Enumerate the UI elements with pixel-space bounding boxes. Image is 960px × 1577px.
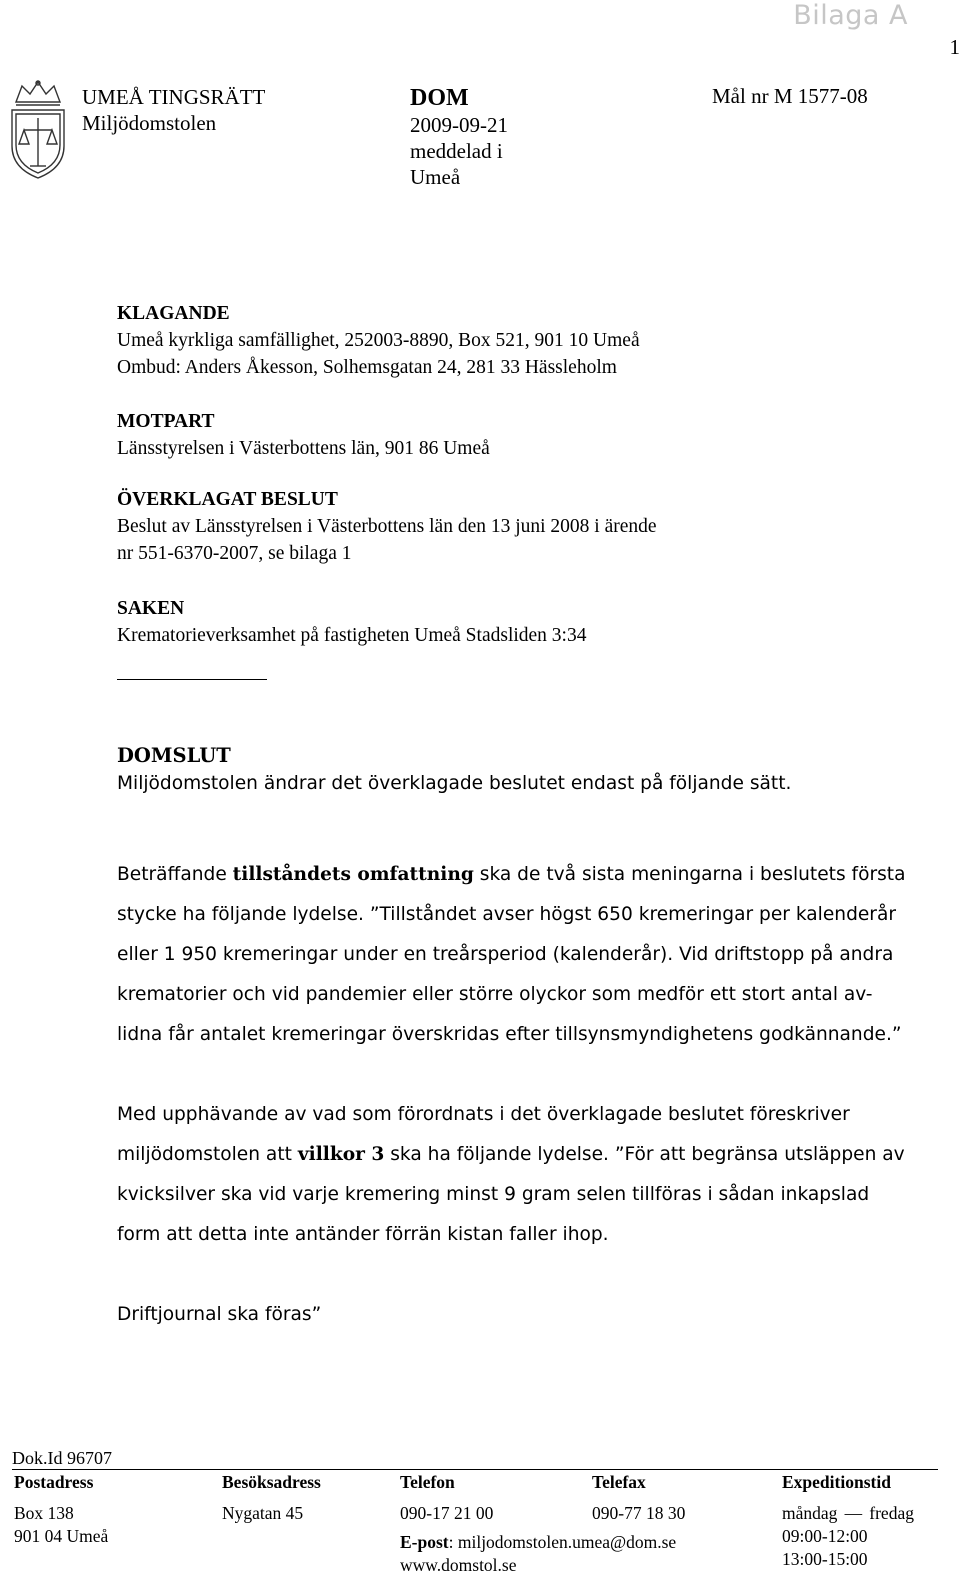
matter-section bbox=[117, 595, 586, 649]
paragraph-line: krematorier och vid pandemier eller större olyckor som medför ett stort antal av- bbox=[117, 975, 905, 1015]
visit-line: Nygatan 45 bbox=[222, 1502, 321, 1525]
coat-of-arms-icon bbox=[6, 80, 70, 180]
case-number: Mål nr M 1577-08 bbox=[712, 84, 868, 109]
hours-dash: — bbox=[845, 1502, 863, 1525]
paragraph-line: lidna får antalet kremeringar överskridas efter tillsynsmyndighetens godkännande.” bbox=[117, 1015, 905, 1055]
document-id: Dok.Id 96707 bbox=[12, 1448, 112, 1469]
paragraph-line: form att detta inte antänder förrän kistan faller ihop. bbox=[117, 1215, 905, 1255]
hours-heading: Expeditionstid bbox=[782, 1471, 914, 1494]
postal-heading: Postadress bbox=[14, 1471, 108, 1494]
counterparty-line: Länsstyrelsen i Västerbottens län, 901 86 Umeå bbox=[117, 435, 490, 462]
paragraph-line: Med upphävande av vad som förordnats i det överklagade beslutet föreskriver bbox=[117, 1095, 905, 1135]
text-run: miljödomstolen att bbox=[117, 1144, 298, 1165]
verdict-paragraph-2 bbox=[117, 1095, 905, 1255]
court-block bbox=[82, 84, 265, 136]
phone-heading: Telefon bbox=[400, 1471, 676, 1494]
verdict-paragraph-3 bbox=[117, 1295, 321, 1335]
page-number: 1 bbox=[950, 35, 960, 60]
text-run: Beträffande bbox=[117, 864, 233, 885]
judgment-date: 2009-09-21 bbox=[410, 112, 508, 138]
paragraph-line bbox=[117, 1135, 905, 1175]
hours-days bbox=[782, 1502, 914, 1525]
counterparty-heading: MOTPART bbox=[117, 408, 490, 435]
issued-label: meddelad i bbox=[410, 138, 508, 164]
email-value: : miljodomstolen.umea@dom.se bbox=[449, 1532, 677, 1552]
appealed-decision-section bbox=[117, 486, 657, 567]
paragraph-line: stycke ha följande lydelse. ”Tillståndet avser högst 650 kremeringar per kalenderår bbox=[117, 895, 905, 935]
paragraph-line: kvicksilver ska vid varje kremering minst 9 gram selen tillföras i sådan inkapslad bbox=[117, 1175, 905, 1215]
verdict-intro: Miljödomstolen ändrar det överklagade beslutet endast på följande sätt. bbox=[117, 769, 791, 799]
appellant-counsel: Ombud: Anders Åkesson, Solhemsgatan 24, 281 33 Hässleholm bbox=[117, 354, 640, 381]
footer-divider bbox=[12, 1469, 938, 1470]
text-run: ska de två sista meningarna i beslutets första bbox=[474, 864, 906, 885]
matter-line: Krematorieverksamhet på fastigheten Umeå Stadsliden 3:34 bbox=[117, 622, 586, 649]
hours-day-from: måndag bbox=[782, 1502, 837, 1525]
postal-line: 901 04 Umeå bbox=[14, 1525, 108, 1548]
court-division: Miljödomstolen bbox=[82, 110, 265, 136]
appealed-line: nr 551-6370-2007, se bilaga 1 bbox=[117, 540, 657, 567]
postal-line: Box 138 bbox=[14, 1502, 108, 1525]
matter-heading: SAKEN bbox=[117, 595, 586, 622]
appellant-section bbox=[117, 300, 640, 381]
footer-fax bbox=[592, 1471, 685, 1525]
attachment-label: Bilaga A bbox=[793, 0, 908, 31]
document-type: DOM bbox=[410, 84, 508, 112]
paragraph-line bbox=[117, 855, 905, 895]
text-run: ska ha följande lydelse. ”För att begränsa utsläppen av bbox=[384, 1144, 904, 1165]
paragraph-line: eller 1 950 kremeringar under en treårsperiod (kalenderår). Vid driftstopp på andra bbox=[117, 935, 905, 975]
court-name: UMEÅ TINGSRÄTT bbox=[82, 84, 265, 110]
footer-hours bbox=[782, 1471, 914, 1571]
paragraph-line: Driftjournal ska föras” bbox=[117, 1295, 321, 1335]
emphasis-text: tillståndets omfattning bbox=[233, 864, 474, 885]
verdict-paragraph-1 bbox=[117, 855, 905, 1055]
section-divider bbox=[117, 679, 267, 680]
verdict-section bbox=[117, 742, 791, 799]
email-line bbox=[400, 1531, 676, 1554]
hours-line: 09:00-12:00 bbox=[782, 1525, 914, 1548]
counterparty-section bbox=[117, 408, 490, 462]
appealed-line: Beslut av Länsstyrelsen i Västerbottens län den 13 juni 2008 i ärende bbox=[117, 513, 657, 540]
issued-city: Umeå bbox=[410, 164, 508, 190]
phone-value: 090-17 21 00 bbox=[400, 1502, 676, 1525]
footer-postal bbox=[14, 1471, 108, 1548]
fax-heading: Telefax bbox=[592, 1471, 685, 1494]
website-link[interactable]: www.domstol.se bbox=[400, 1554, 676, 1577]
fax-value: 090-77 18 30 bbox=[592, 1502, 685, 1525]
emphasis-text: villkor 3 bbox=[298, 1144, 385, 1165]
verdict-heading: DOMSLUT bbox=[117, 742, 791, 769]
hours-line: 13:00-15:00 bbox=[782, 1548, 914, 1571]
appealed-heading: ÖVERKLAGAT BESLUT bbox=[117, 486, 657, 513]
visit-heading: Besöksadress bbox=[222, 1471, 321, 1494]
judgment-block bbox=[410, 84, 508, 190]
appellant-line: Umeå kyrkliga samfällighet, 252003-8890, Box 521, 901 10 Umeå bbox=[117, 327, 640, 354]
hours-day-to: fredag bbox=[869, 1502, 914, 1525]
footer-visit bbox=[222, 1471, 321, 1525]
appellant-heading: KLAGANDE bbox=[117, 300, 640, 327]
email-label: E-post bbox=[400, 1532, 449, 1552]
